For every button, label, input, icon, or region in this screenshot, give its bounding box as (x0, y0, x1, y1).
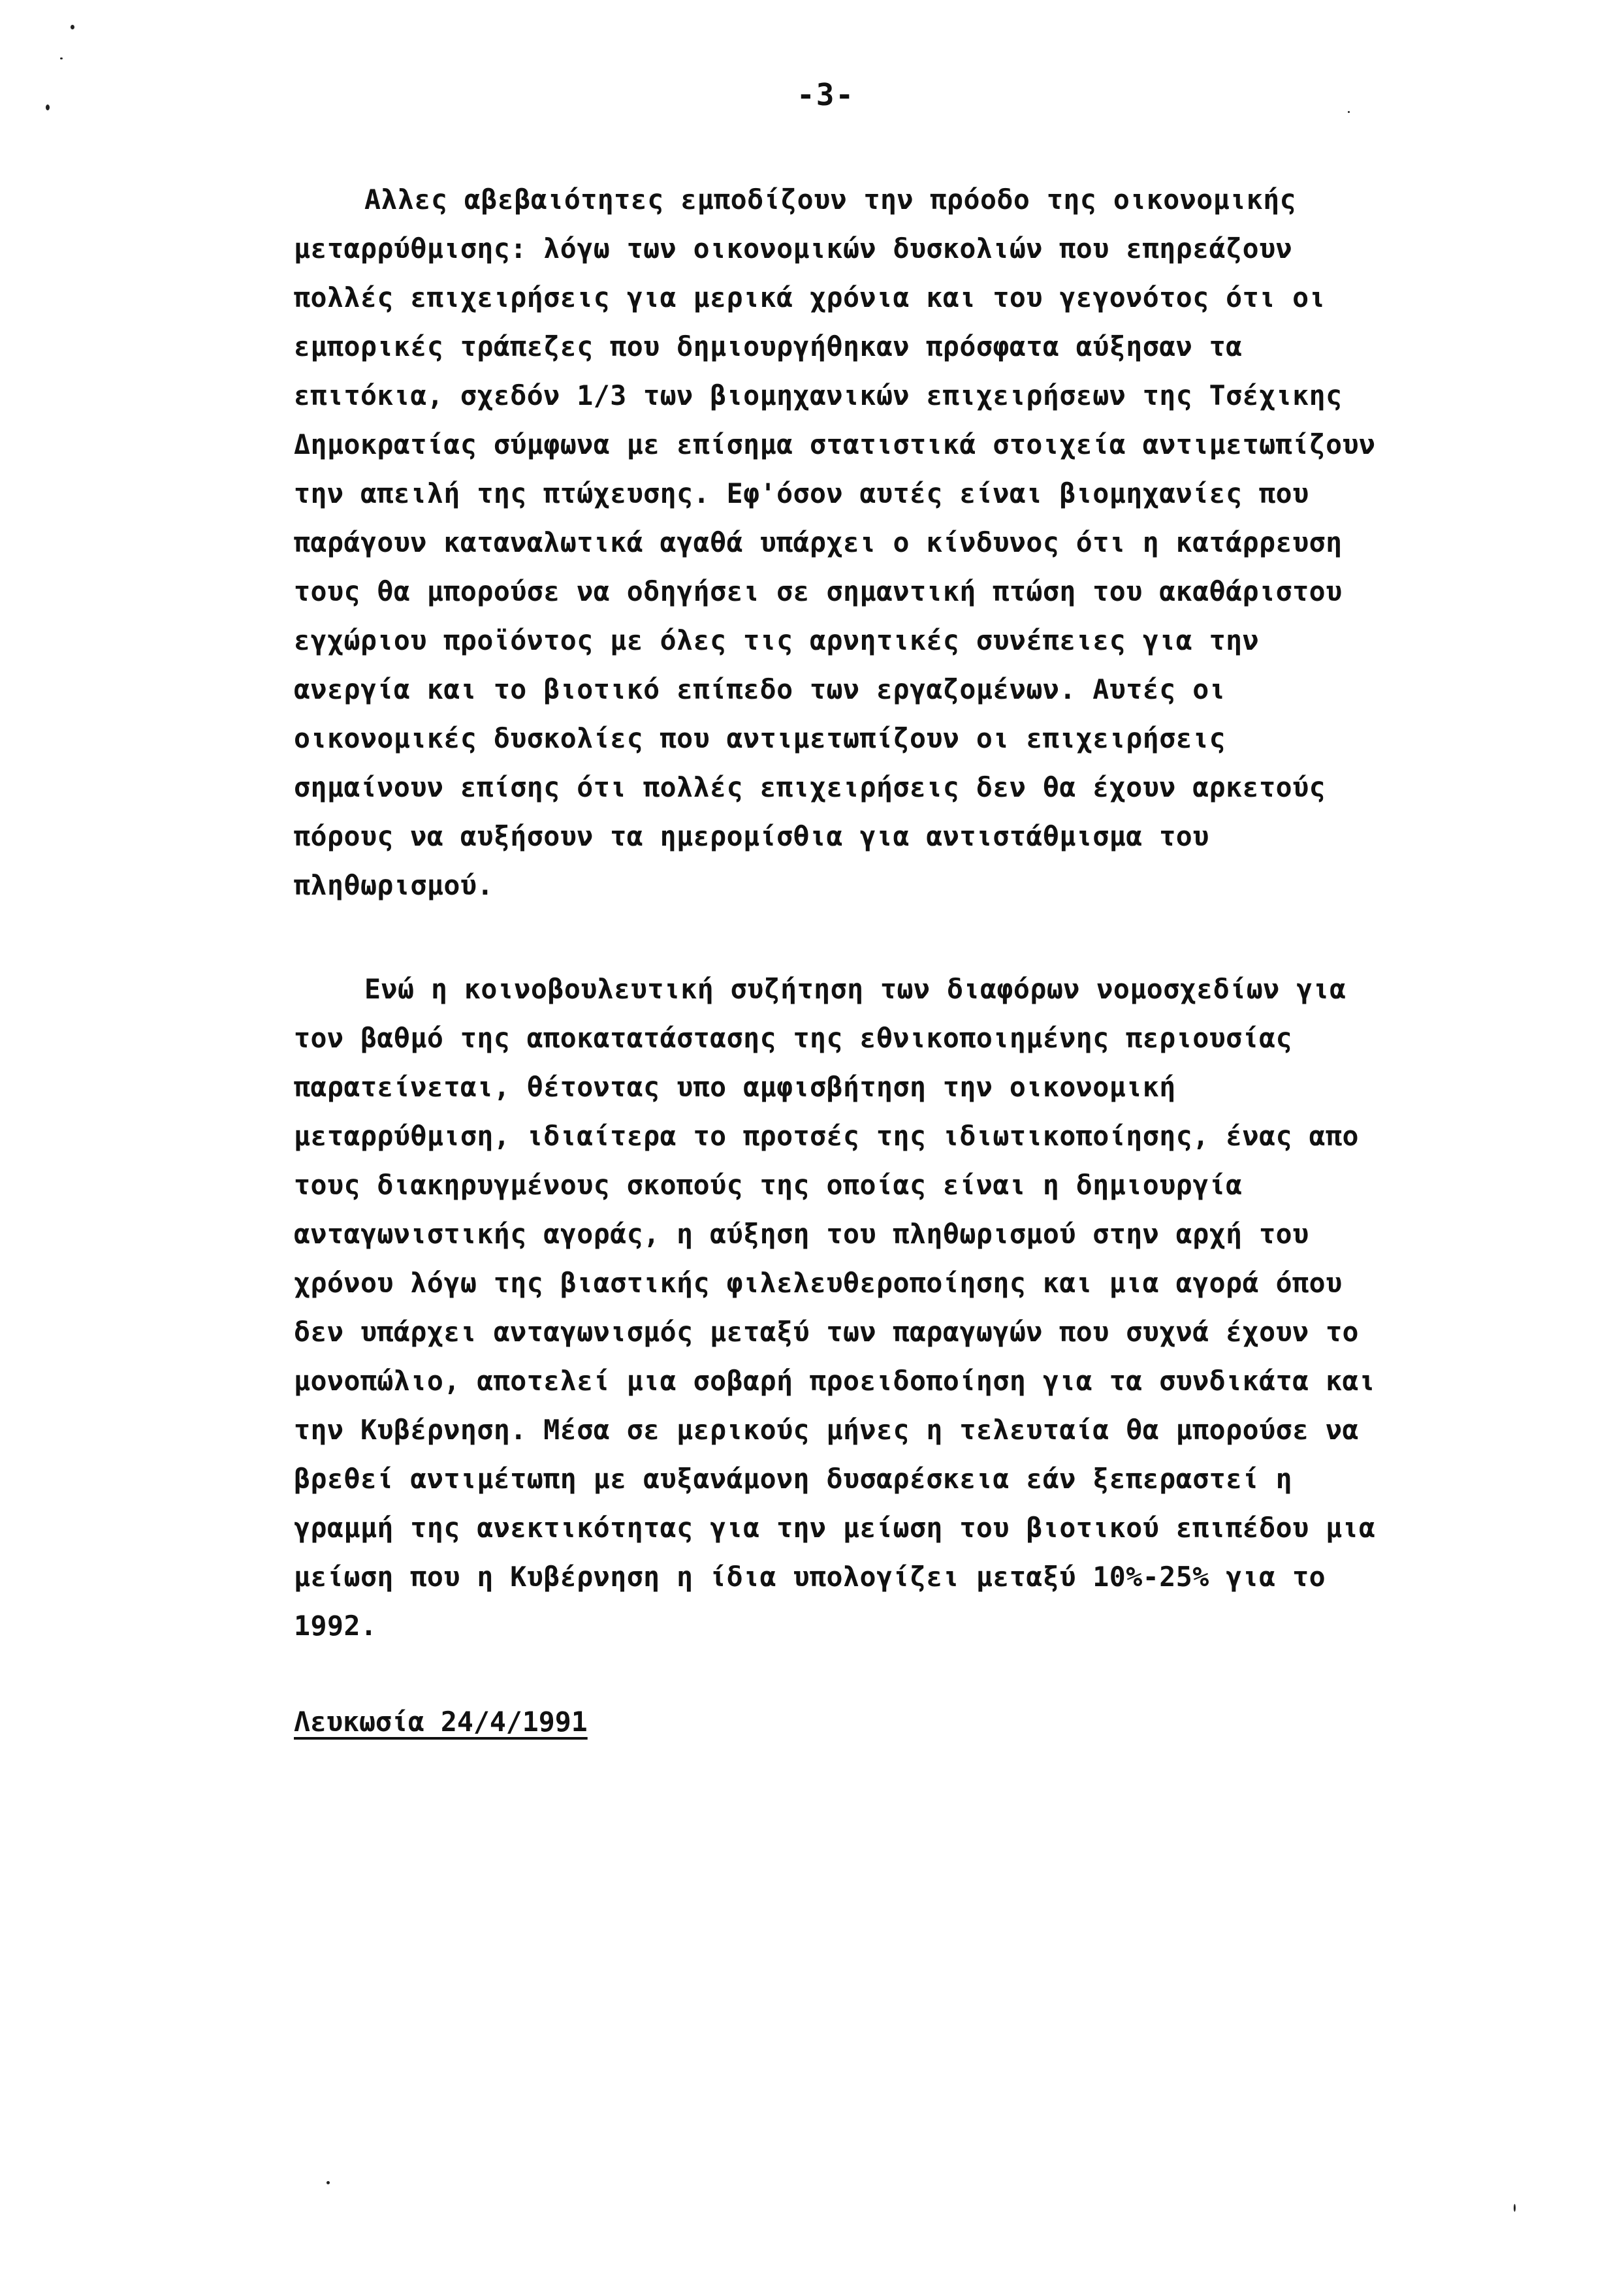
text-line: τους διακηρυγμένους σκοπούς της οποίας είναι η δημιουργία (294, 1169, 1243, 1201)
text-line: μείωση που η Κυβέρνηση η ίδια υπολογίζει μεταξύ 10%-25% για το (294, 1561, 1326, 1593)
text-line: πολλές επιχειρήσεις για μερικά χρόνια και του γεγονότος ότι οι (294, 281, 1326, 313)
text-line: Αλλες αβεβαιότητες εμποδίζουν την πρόοδο της οικονομικής (364, 183, 1297, 215)
scan-speck (71, 25, 74, 29)
scan-speck (1348, 111, 1350, 113)
text-line: μονοπώλιο, αποτελεί μια σοβαρή προειδοποίηση για τα συνδικάτα και (294, 1365, 1376, 1397)
scan-speck (46, 104, 50, 110)
text-line: πόρους να αυξήσουν τα ημερομίσθια για αντιστάθμισμα του (294, 820, 1209, 852)
text-line: τον βαθμό της αποκατατάστασης της εθνικοποιημένης περιουσίας (294, 1022, 1293, 1054)
text-line: οικονομικές δυσκολίες που αντιμετωπίζουν οι επιχειρήσεις (294, 722, 1226, 754)
text-line: Ενώ η κοινοβουλευτική συζήτηση των διαφόρων νομοσχεδίων για (364, 973, 1346, 1005)
text-line: μεταρρύθμιση, ιδιαίτερα το προτσές της ιδιωτικοποίησης, ένας απο (294, 1120, 1360, 1152)
text-line: τους θα μπορούσε να οδηγήσει σε σημαντική πτώση του ακαθάριστου (294, 575, 1343, 607)
paragraph-2 (294, 965, 1376, 1650)
text-line: παρατείνεται, θέτοντας υπο αμφισβήτηση την οικονομική (294, 1071, 1176, 1103)
text-line: την Κυβέρνηση. Μέσα σε μερικούς μήνες η τελευταία θα μπορούσε να (294, 1414, 1360, 1446)
text-line: επιτόκια, σχεδόν 1/3 των βιομηχανικών επιχειρήσεων της Τσέχικης (294, 379, 1343, 411)
text-line: πληθωρισμού. (294, 869, 494, 901)
place-date-signature: Λευκωσία 24/4/1991 (294, 1706, 588, 1738)
paragraph-1 (294, 175, 1376, 910)
text-line: ανταγωνιστικής αγοράς, η αύξηση του πληθωρισμού στην αρχή του (294, 1218, 1309, 1250)
text-line: παράγουν καταναλωτικά αγαθά υπάρχει ο κίνδυνος ότι η κατάρρευση (294, 526, 1343, 558)
text-line: εγχώριου προϊόντος με όλες τις αρνητικές συνέπειες για την (294, 624, 1260, 656)
text-line: δεν υπάρχει ανταγωνισμός μεταξύ των παραγωγών που συχνά έχουν το (294, 1316, 1360, 1348)
text-line: χρόνου λόγω της βιαστικής φιλελευθεροποίησης και μια αγορά όπου (294, 1267, 1343, 1299)
text-line: ανεργία και το βιοτικό επίπεδο των εργαζομένων. Αυτές οι (294, 673, 1226, 705)
page-number: -3- (797, 77, 855, 112)
text-line: 1992. (294, 1610, 377, 1642)
scan-speck (60, 57, 63, 59)
text-line: μεταρρύθμισης: λόγω των οικονομικών δυσκολιών που επηρεάζουν (294, 232, 1293, 264)
text-line: εμπορικές τράπεζες που δημιουργήθηκαν πρόσφατα αύξησαν τα (294, 330, 1243, 362)
text-line: την απειλή της πτώχευσης. Εφ'όσον αυτές είναι βιομηχανίες που (294, 477, 1309, 509)
scan-speck (327, 2181, 330, 2184)
text-line: βρεθεί αντιμέτωπη με αυξανάμονη δυσαρέσκεια εάν ξεπεραστεί η (294, 1463, 1293, 1495)
scan-speck (1514, 2204, 1516, 2212)
text-line: γραμμή της ανεκτικότητας για την μείωση του βιοτικού επιπέδου μια (294, 1512, 1376, 1544)
text-line: σημαίνουν επίσης ότι πολλές επιχειρήσεις δεν θα έχουν αρκετούς (294, 771, 1326, 803)
text-line: Δημοκρατίας σύμφωνα με επίσημα στατιστικά στοιχεία αντιμετωπίζουν (294, 428, 1376, 460)
